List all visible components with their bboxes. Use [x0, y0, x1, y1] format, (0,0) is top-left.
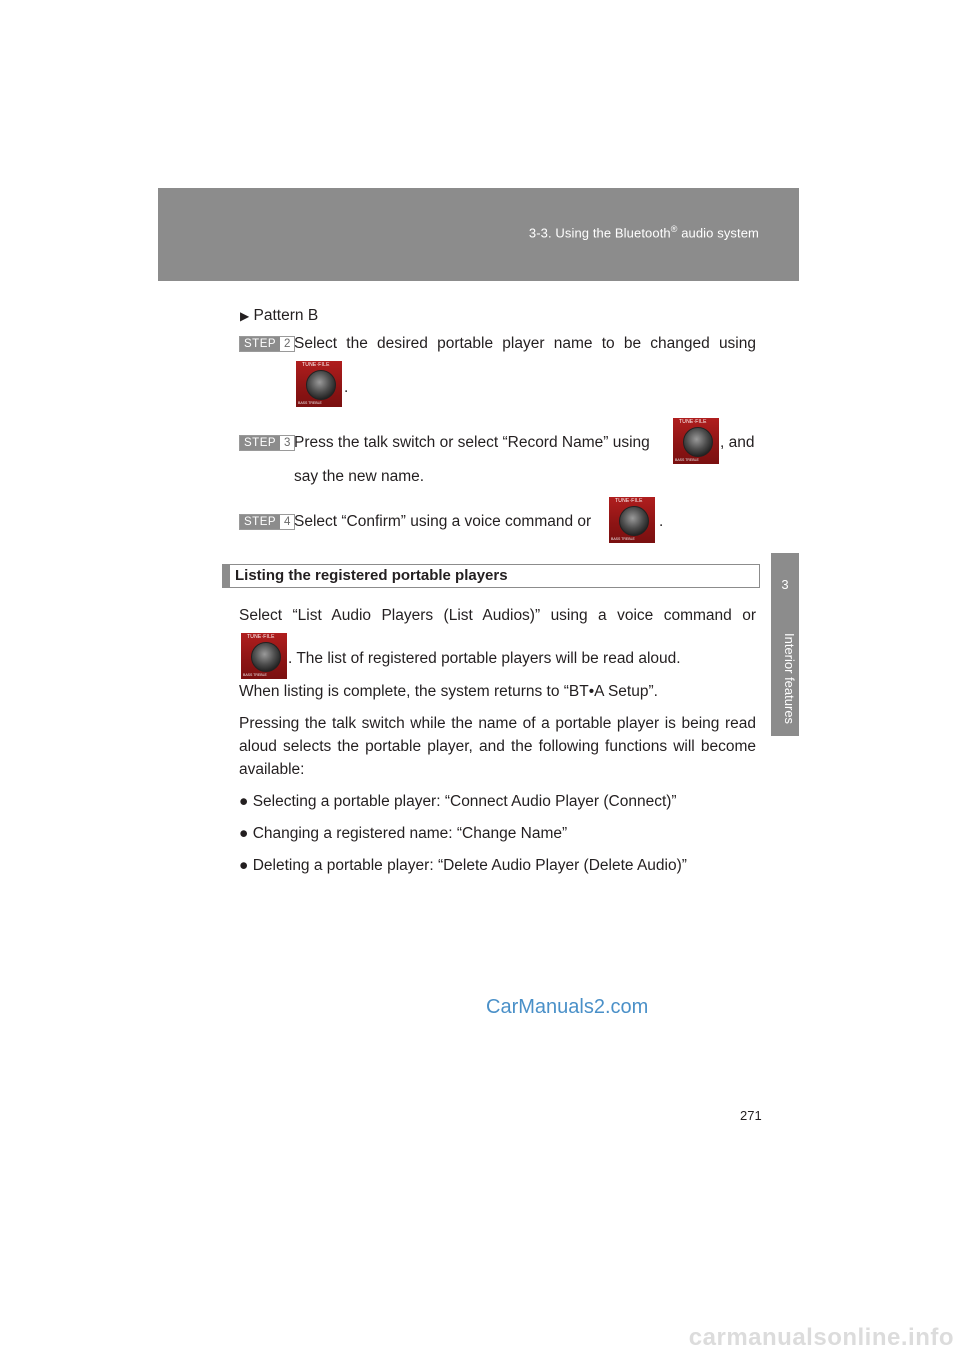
step-badge-4: STEP 4 — [239, 514, 295, 530]
step-3-continuation: say the new name. — [294, 468, 425, 485]
list-intro-line-2: . The list of registered portable players will be read aloud. — [288, 650, 681, 667]
watermark-link[interactable]: CarManuals2.com — [486, 996, 649, 1018]
bullet-icon: ● — [239, 857, 249, 874]
list-item: ● Changing a registered name: “Change Name” — [239, 825, 568, 842]
page-number: 271 — [740, 1108, 762, 1123]
tune-file-knob-icon: TUNE·FILE BASS TREBLE — [296, 361, 342, 407]
step-3-suffix: , and — [720, 434, 755, 451]
section-header-title: 3-3. Using the Bluetooth® audio system — [528, 224, 759, 241]
step-2-suffix: . — [344, 379, 349, 396]
bullet-icon: ● — [239, 793, 249, 810]
bullet-icon: ● — [239, 825, 249, 842]
tune-file-knob-icon: TUNE·FILE BASS TREBLE — [609, 497, 655, 543]
section-heading: Listing the registered portable players — [235, 567, 508, 584]
play-arrow-icon: ▶ — [240, 309, 250, 323]
step-4-text: Select “Confirm” using a voice command or — [294, 513, 592, 530]
header-band — [158, 188, 799, 281]
step-2-text: Select the desired portable player name to be changed using — [294, 335, 756, 352]
pattern-label: Pattern B — [253, 307, 319, 324]
tune-file-knob-icon: TUNE·FILE BASS TREBLE — [241, 633, 287, 679]
press-text-line-2: aloud selects the portable player, and the following functions will become — [239, 738, 756, 755]
footer-watermark: carmanualsonline.info — [0, 1312, 960, 1358]
list-item: ● Selecting a portable player: “Connect Audio Player (Connect)” — [239, 793, 677, 810]
step-4-suffix: . — [659, 513, 664, 530]
chapter-number: 3 — [781, 577, 789, 592]
press-text-line-3: available: — [239, 761, 305, 778]
step-3-text: Press the talk switch or select “Record Name” using — [294, 434, 650, 451]
listing-complete-text: When listing is complete, the system returns to “BT•A Setup”. — [239, 683, 658, 700]
chapter-label: Interior features — [782, 633, 797, 725]
section-heading-bar — [222, 564, 760, 588]
step-badge-3: STEP 3 — [239, 435, 295, 451]
list-intro-line-1: Select “List Audio Players (List Audios)” using a voice command or — [239, 607, 756, 624]
pattern-heading — [240, 306, 318, 326]
chapter-tab — [771, 553, 799, 736]
tune-file-knob-icon: TUNE·FILE BASS TREBLE — [673, 418, 719, 464]
step-badge-2: STEP 2 — [239, 336, 295, 352]
list-item: ● Deleting a portable player: “Delete Audio Player (Delete Audio)” — [239, 857, 687, 874]
press-text-line-1: Pressing the talk switch while the name of a portable player is being read — [239, 715, 756, 732]
